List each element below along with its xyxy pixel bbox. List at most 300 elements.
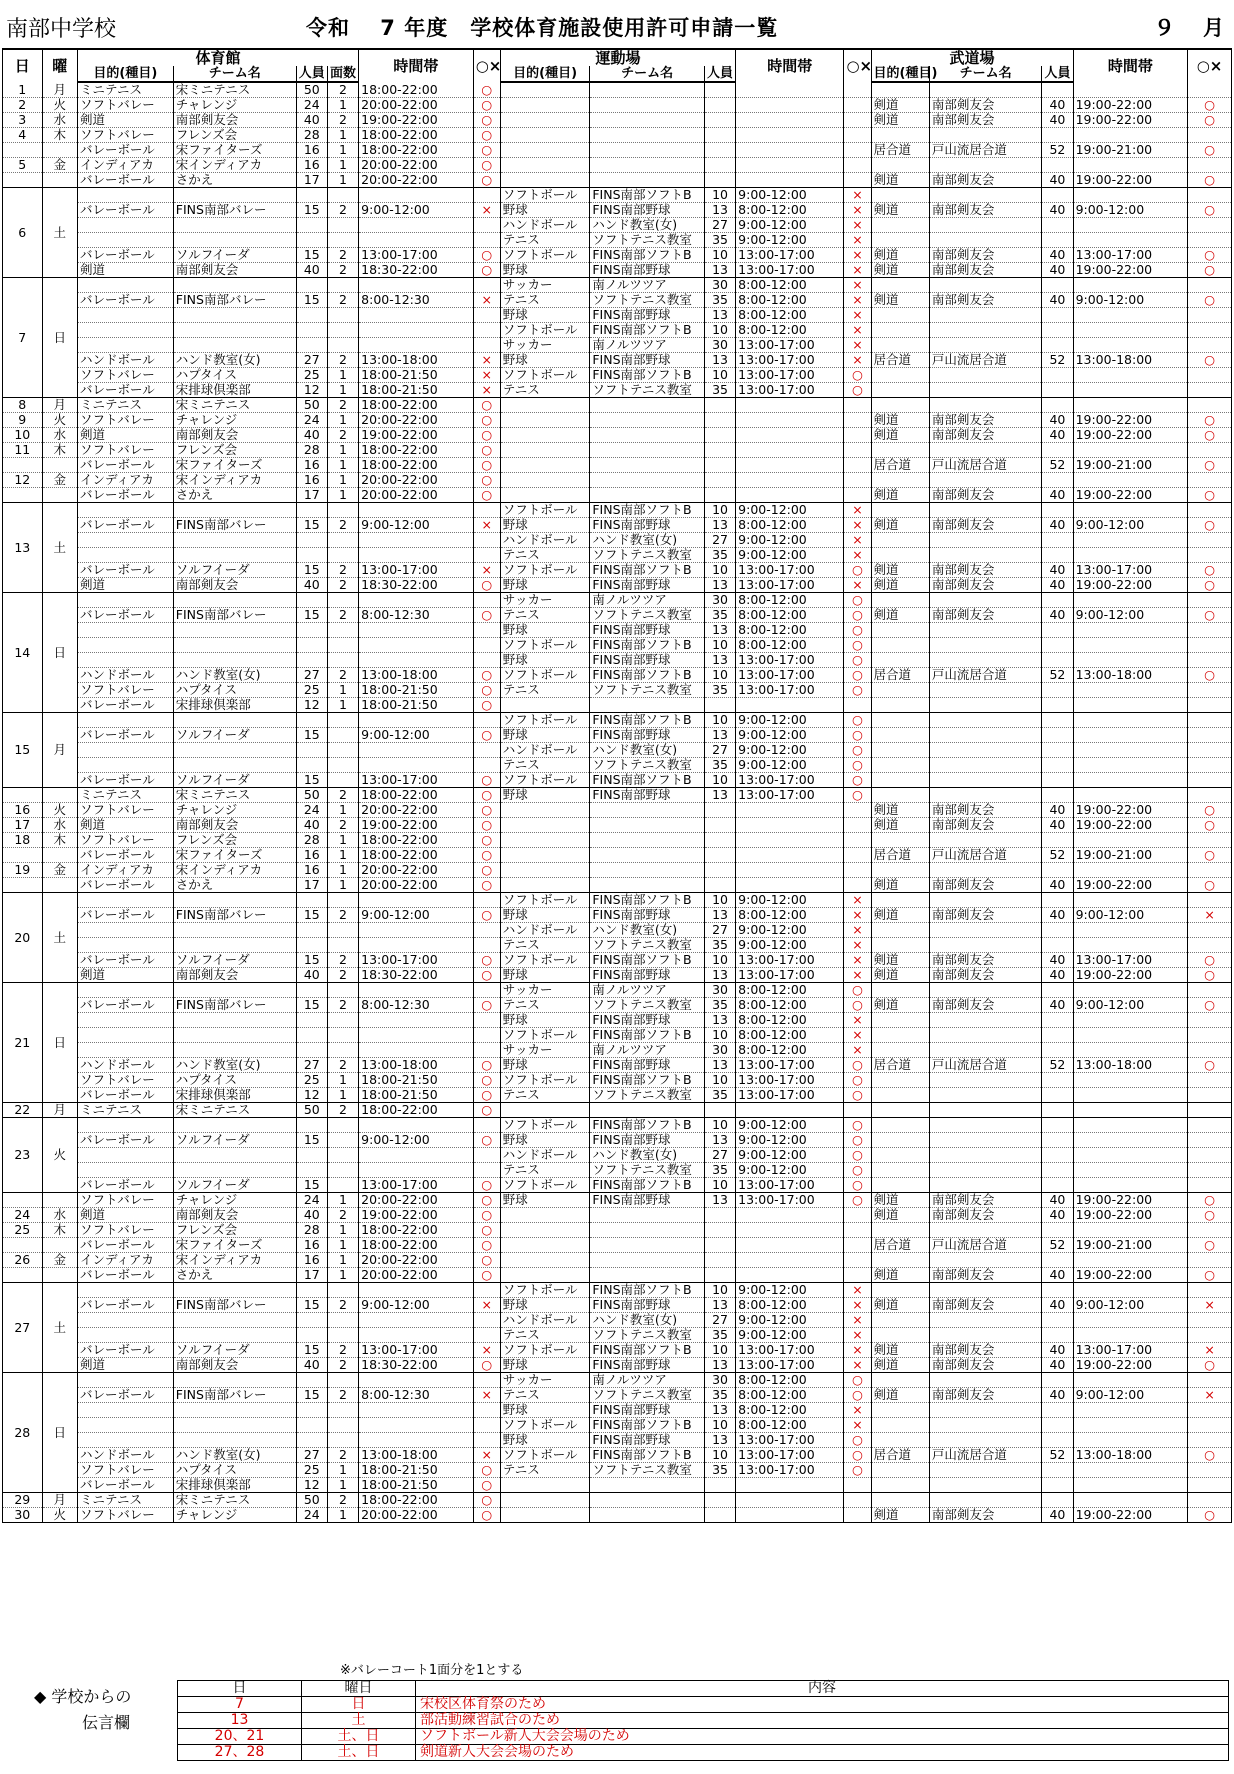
- dojo-status-mark: [1188, 1298, 1232, 1313]
- field-time: 13:00-17:00: [736, 263, 844, 278]
- dojo-people: [1042, 1478, 1073, 1493]
- field-team: FINS南部野球: [590, 1298, 705, 1313]
- field-status-mark: [844, 773, 871, 788]
- weekday-cell: 日: [42, 1373, 77, 1493]
- gym-courts: 1: [327, 1253, 358, 1268]
- field-time: 8:00-12:00: [736, 1373, 844, 1388]
- table-row: [3, 893, 1232, 908]
- day-cell: [3, 848, 43, 863]
- dojo-people: [1042, 863, 1073, 878]
- field-people: [704, 848, 735, 863]
- dojo-time: [1073, 1418, 1188, 1433]
- dojo-people: 52: [1042, 1238, 1073, 1253]
- gym-status-mark: [473, 728, 500, 743]
- message-label-line1: ◆ 学校からの: [34, 1687, 132, 1706]
- day-cell: 8: [3, 398, 43, 413]
- gym-courts: 2: [327, 1103, 358, 1118]
- field-purpose: 野球: [500, 1133, 590, 1148]
- gym-people: [296, 638, 327, 653]
- gym-people: 15: [296, 608, 327, 623]
- gym-courts: [327, 1178, 358, 1193]
- gym-status-mark: [473, 1328, 500, 1343]
- gym-people: 40: [296, 578, 327, 593]
- gym-purpose: ソフトバレー: [77, 443, 173, 458]
- dojo-time: [1073, 368, 1188, 383]
- gym-status-mark: [473, 158, 500, 173]
- gym-purpose: [77, 1148, 173, 1163]
- field-status-mark: [844, 578, 871, 593]
- gym-status-mark: [473, 1208, 500, 1223]
- gym-people: 15: [296, 1343, 327, 1358]
- dojo-status-mark: [1188, 1163, 1232, 1178]
- gym-team: ハプタイス: [173, 683, 296, 698]
- table-row: [3, 773, 1232, 788]
- field-time: 8:00-12:00: [736, 1043, 844, 1058]
- field-purpose: ハンドボール: [500, 743, 590, 758]
- day-cell: 2: [3, 98, 43, 113]
- dojo-purpose: 剣道: [871, 413, 929, 428]
- weekday-cell: 月: [42, 1103, 77, 1118]
- gym-courts: 2: [327, 398, 358, 413]
- dojo-team: [929, 1163, 1041, 1178]
- field-status-mark: [844, 968, 871, 983]
- gym-team: ハプタイス: [173, 1463, 296, 1478]
- gym-time: [359, 1163, 474, 1178]
- dojo-status-mark: [1188, 803, 1232, 818]
- weekday-cell: 火: [42, 803, 77, 818]
- field-time: 13:00-17:00: [736, 368, 844, 383]
- gym-team: 宋ミニテニス: [173, 82, 296, 98]
- field-purpose: [500, 818, 590, 833]
- dojo-people: [1042, 368, 1073, 383]
- table-row: [3, 578, 1232, 593]
- field-time: [736, 398, 844, 413]
- table-row: [3, 533, 1232, 548]
- gym-time: 18:00-22:00: [359, 788, 474, 803]
- field-people: 35: [704, 233, 735, 248]
- field-people: 35: [704, 1163, 735, 1178]
- dojo-team: [929, 1043, 1041, 1058]
- table-body: [3, 82, 1232, 1523]
- dojo-team: [929, 1223, 1041, 1238]
- table-row: [3, 1478, 1232, 1493]
- gym-purpose: [77, 1328, 173, 1343]
- gym-team: ハンド教室(女): [173, 668, 296, 683]
- gym-team: 宋ミニテニス: [173, 398, 296, 413]
- weekday-cell: 土: [42, 503, 77, 593]
- field-time: [736, 1478, 844, 1493]
- field-people: 13: [704, 1298, 735, 1313]
- field-team: FINS南部ソフトB: [590, 188, 705, 203]
- gym-status-mark: [473, 398, 500, 413]
- gym-purpose: [77, 593, 173, 608]
- dojo-people: 40: [1042, 1343, 1073, 1358]
- day-cell: [3, 488, 43, 503]
- gym-purpose: バレーボール: [77, 1178, 173, 1193]
- field-time: 9:00-12:00: [736, 923, 844, 938]
- dojo-people: 40: [1042, 818, 1073, 833]
- dojo-team: 南部剣友会: [929, 173, 1041, 188]
- gym-purpose: [77, 1013, 173, 1028]
- field-time: 9:00-12:00: [736, 1148, 844, 1163]
- dojo-time: [1073, 1103, 1188, 1118]
- dojo-time: 13:00-18:00: [1073, 668, 1188, 683]
- col-gym: 体育館: [77, 49, 358, 66]
- dojo-team: [929, 1103, 1041, 1118]
- dojo-people: 52: [1042, 143, 1073, 158]
- field-purpose: [500, 1223, 590, 1238]
- day-cell: 26: [3, 1253, 43, 1268]
- dojo-status-mark: [1188, 368, 1232, 383]
- field-time: 13:00-17:00: [736, 683, 844, 698]
- gym-status-mark: [473, 1163, 500, 1178]
- field-purpose: テニス: [500, 683, 590, 698]
- dojo-people: [1042, 1178, 1073, 1193]
- gym-courts: [327, 1163, 358, 1178]
- field-status-mark: [844, 1073, 871, 1088]
- field-status-mark: [844, 128, 871, 143]
- dojo-purpose: 剣道: [871, 113, 929, 128]
- field-team: FINS南部野球: [590, 1403, 705, 1418]
- field-status-mark: [844, 1508, 871, 1523]
- field-purpose: テニス: [500, 1463, 590, 1478]
- dojo-status-mark: [1188, 1073, 1232, 1088]
- field-time: [736, 878, 844, 893]
- gym-time: [359, 743, 474, 758]
- dojo-people: [1042, 323, 1073, 338]
- gym-people: 12: [296, 1088, 327, 1103]
- day-cell: 11: [3, 443, 43, 458]
- field-status-mark: [844, 1103, 871, 1118]
- gym-time: 18:00-22:00: [359, 1103, 474, 1118]
- field-team: [590, 1478, 705, 1493]
- field-purpose: [500, 1508, 590, 1523]
- table-row: [3, 98, 1232, 113]
- field-status-mark: [844, 1043, 871, 1058]
- gym-purpose: 剣道: [77, 1358, 173, 1373]
- day-cell: 17: [3, 818, 43, 833]
- dojo-team: [929, 1028, 1041, 1043]
- gym-status-mark: [473, 98, 500, 113]
- dojo-purpose: [871, 383, 929, 398]
- gym-status-mark: [473, 638, 500, 653]
- gym-courts: 1: [327, 413, 358, 428]
- dojo-time: [1073, 503, 1188, 518]
- gym-status-mark: [473, 473, 500, 488]
- gym-people: 15: [296, 563, 327, 578]
- field-time: 13:00-17:00: [736, 1178, 844, 1193]
- gym-people: [296, 1373, 327, 1388]
- dojo-people: [1042, 1133, 1073, 1148]
- field-status-mark: [844, 698, 871, 713]
- dojo-people: [1042, 1403, 1073, 1418]
- field-time: 8:00-12:00: [736, 608, 844, 623]
- dojo-team: [929, 1118, 1041, 1133]
- gym-people: 27: [296, 668, 327, 683]
- dojo-time: [1073, 1313, 1188, 1328]
- gym-courts: 1: [327, 128, 358, 143]
- field-team: FINS南部野球: [590, 908, 705, 923]
- gym-courts: [327, 503, 358, 518]
- gym-team: [173, 1328, 296, 1343]
- gym-courts: 2: [327, 113, 358, 128]
- field-status-mark: [844, 803, 871, 818]
- field-purpose: ソフトボール: [500, 248, 590, 263]
- dojo-status-mark: [1188, 833, 1232, 848]
- gym-time: 20:00-22:00: [359, 98, 474, 113]
- dojo-team: [929, 1148, 1041, 1163]
- table-header-row-1: [3, 49, 1232, 66]
- dojo-people: [1042, 1463, 1073, 1478]
- dojo-team: 南部剣友会: [929, 578, 1041, 593]
- field-team: ソフトテニス教室: [590, 938, 705, 953]
- field-time: 13:00-17:00: [736, 788, 844, 803]
- dojo-status-mark: [1188, 653, 1232, 668]
- field-status-mark: [844, 1283, 871, 1298]
- field-purpose: [500, 428, 590, 443]
- table-row: [3, 968, 1232, 983]
- field-purpose: テニス: [500, 1388, 590, 1403]
- gym-people: [296, 653, 327, 668]
- col-dojo-people: 人員: [1042, 66, 1073, 82]
- field-status-mark: [844, 998, 871, 1013]
- gym-status-mark: [473, 593, 500, 608]
- gym-purpose: バレーボール: [77, 1238, 173, 1253]
- field-status-mark: [844, 923, 871, 938]
- field-people: 13: [704, 1133, 735, 1148]
- dojo-people: 40: [1042, 908, 1073, 923]
- gym-courts: [327, 338, 358, 353]
- field-team: ソフトテニス教室: [590, 293, 705, 308]
- gym-time: 18:00-22:00: [359, 848, 474, 863]
- field-people: 35: [704, 1388, 735, 1403]
- table-row: [3, 503, 1232, 518]
- dojo-people: [1042, 788, 1073, 803]
- message-weekday: 日: [302, 1697, 416, 1713]
- gym-status-mark: [473, 1268, 500, 1283]
- dojo-team: 南部剣友会: [929, 803, 1041, 818]
- dojo-status-mark: [1188, 788, 1232, 803]
- field-people: 10: [704, 1418, 735, 1433]
- gym-purpose: [77, 218, 173, 233]
- field-people: [704, 443, 735, 458]
- gym-time: 9:00-12:00: [359, 518, 474, 533]
- field-purpose: ソフトボール: [500, 368, 590, 383]
- gym-purpose: ソフトバレー: [77, 128, 173, 143]
- gym-status-mark: [473, 368, 500, 383]
- gym-purpose: [77, 653, 173, 668]
- dojo-people: 40: [1042, 113, 1073, 128]
- dojo-purpose: [871, 1373, 929, 1388]
- dojo-status-mark: [1188, 608, 1232, 623]
- gym-people: 40: [296, 818, 327, 833]
- gym-team: さかえ: [173, 488, 296, 503]
- message-weekday: 土: [302, 1713, 416, 1729]
- field-status-mark: [844, 1118, 871, 1133]
- field-time: [736, 1223, 844, 1238]
- gym-courts: [327, 233, 358, 248]
- dojo-purpose: 剣道: [871, 608, 929, 623]
- dojo-purpose: 剣道: [871, 818, 929, 833]
- field-people: 10: [704, 1178, 735, 1193]
- gym-purpose: バレーボール: [77, 878, 173, 893]
- dojo-people: 40: [1042, 293, 1073, 308]
- gym-team: 宋ミニテニス: [173, 788, 296, 803]
- gym-team: 南部剣友会: [173, 818, 296, 833]
- field-status-mark: [844, 833, 871, 848]
- gym-purpose: ソフトバレー: [77, 1223, 173, 1238]
- field-time: 9:00-12:00: [736, 758, 844, 773]
- dojo-status-mark: [1188, 818, 1232, 833]
- field-purpose: 野球: [500, 578, 590, 593]
- dojo-purpose: 居合道: [871, 1448, 929, 1463]
- dojo-team: [929, 698, 1041, 713]
- gym-time: 18:00-21:50: [359, 1463, 474, 1478]
- gym-time: [359, 323, 474, 338]
- dojo-purpose: [871, 1223, 929, 1238]
- dojo-people: 40: [1042, 1388, 1073, 1403]
- gym-purpose: バレーボール: [77, 1268, 173, 1283]
- field-purpose: 野球: [500, 308, 590, 323]
- field-people: [704, 1238, 735, 1253]
- field-time: 13:00-17:00: [736, 563, 844, 578]
- dojo-team: 南部剣友会: [929, 953, 1041, 968]
- dojo-team: [929, 743, 1041, 758]
- gym-courts: [327, 923, 358, 938]
- field-team: FINS南部ソフトB: [590, 953, 705, 968]
- field-purpose: [500, 848, 590, 863]
- dojo-purpose: 剣道: [871, 98, 929, 113]
- field-team: [590, 158, 705, 173]
- dojo-time: [1073, 128, 1188, 143]
- dojo-purpose: [871, 788, 929, 803]
- field-team: [590, 413, 705, 428]
- dojo-status-mark: [1188, 443, 1232, 458]
- gym-time: 13:00-17:00: [359, 773, 474, 788]
- col-gym-people: 人員: [296, 66, 327, 82]
- gym-time: [359, 638, 474, 653]
- gym-status-mark: [473, 413, 500, 428]
- dojo-purpose: [871, 1178, 929, 1193]
- field-purpose: サッカー: [500, 1373, 590, 1388]
- field-status-mark: [844, 1313, 871, 1328]
- dojo-purpose: [871, 638, 929, 653]
- gym-courts: 2: [327, 1298, 358, 1313]
- field-team: [590, 458, 705, 473]
- day-cell: [3, 1268, 43, 1283]
- table-row: [3, 473, 1232, 488]
- field-time: [736, 128, 844, 143]
- dojo-people: [1042, 713, 1073, 728]
- field-team: [590, 128, 705, 143]
- day-cell: [3, 878, 43, 893]
- dojo-team: [929, 773, 1041, 788]
- gym-team: [173, 533, 296, 548]
- gym-team: さかえ: [173, 878, 296, 893]
- dojo-time: [1073, 323, 1188, 338]
- field-team: ハンド教室(女): [590, 218, 705, 233]
- message-table: [177, 1680, 1229, 1761]
- dojo-time: 9:00-12:00: [1073, 518, 1188, 533]
- field-people: 30: [704, 1043, 735, 1058]
- gym-purpose: [77, 188, 173, 203]
- gym-time: 20:00-22:00: [359, 1268, 474, 1283]
- col-gym-team: チーム名: [173, 66, 296, 82]
- gym-time: 19:00-22:00: [359, 113, 474, 128]
- dojo-team: [929, 1283, 1041, 1298]
- gym-courts: [327, 278, 358, 293]
- dojo-purpose: [871, 938, 929, 953]
- dojo-people: [1042, 593, 1073, 608]
- field-team: FINS南部野球: [590, 1013, 705, 1028]
- gym-courts: [327, 758, 358, 773]
- gym-people: 27: [296, 1058, 327, 1073]
- dojo-people: [1042, 683, 1073, 698]
- table-row: [3, 833, 1232, 848]
- gym-time: 18:00-22:00: [359, 443, 474, 458]
- gym-courts: [327, 1148, 358, 1163]
- table-row: [3, 173, 1232, 188]
- field-status-mark: [844, 248, 871, 263]
- gym-team: フレンズ会: [173, 443, 296, 458]
- gym-people: 40: [296, 113, 327, 128]
- gym-courts: [327, 1043, 358, 1058]
- dojo-status-mark: [1188, 203, 1232, 218]
- dojo-people: [1042, 1373, 1073, 1388]
- gym-status-mark: [473, 338, 500, 353]
- table-row: [3, 263, 1232, 278]
- gym-time: [359, 1403, 474, 1418]
- dojo-time: [1073, 1373, 1188, 1388]
- gym-team: [173, 893, 296, 908]
- gym-team: [173, 758, 296, 773]
- field-people: 10: [704, 668, 735, 683]
- field-people: [704, 488, 735, 503]
- gym-purpose: バレーボール: [77, 248, 173, 263]
- field-team: ソフトテニス教室: [590, 233, 705, 248]
- table-row: [3, 1298, 1232, 1313]
- dojo-status-mark: [1188, 188, 1232, 203]
- dojo-time: [1073, 233, 1188, 248]
- field-time: 8:00-12:00: [736, 1388, 844, 1403]
- field-team: FINS南部野球: [590, 578, 705, 593]
- gym-purpose: [77, 308, 173, 323]
- gym-status-mark: [473, 1313, 500, 1328]
- gym-people: 50: [296, 82, 327, 98]
- dojo-status-mark: [1188, 308, 1232, 323]
- gym-purpose: バレーボール: [77, 518, 173, 533]
- field-people: 13: [704, 1358, 735, 1373]
- field-people: 10: [704, 713, 735, 728]
- gym-team: [173, 503, 296, 518]
- field-team: [590, 1493, 705, 1508]
- gym-purpose: [77, 503, 173, 518]
- gym-team: ソルフイーダ: [173, 773, 296, 788]
- dojo-status-mark: [1188, 1403, 1232, 1418]
- gym-people: 27: [296, 353, 327, 368]
- gym-courts: [327, 1328, 358, 1343]
- gym-status-mark: [473, 1418, 500, 1433]
- col-day: 日: [3, 49, 43, 82]
- dojo-purpose: 剣道: [871, 1388, 929, 1403]
- gym-purpose: バレーボール: [77, 908, 173, 923]
- field-status-mark: [844, 608, 871, 623]
- field-people: [704, 458, 735, 473]
- field-people: 10: [704, 1283, 735, 1298]
- gym-people: 17: [296, 878, 327, 893]
- dojo-people: [1042, 128, 1073, 143]
- dojo-status-mark: [1188, 623, 1232, 638]
